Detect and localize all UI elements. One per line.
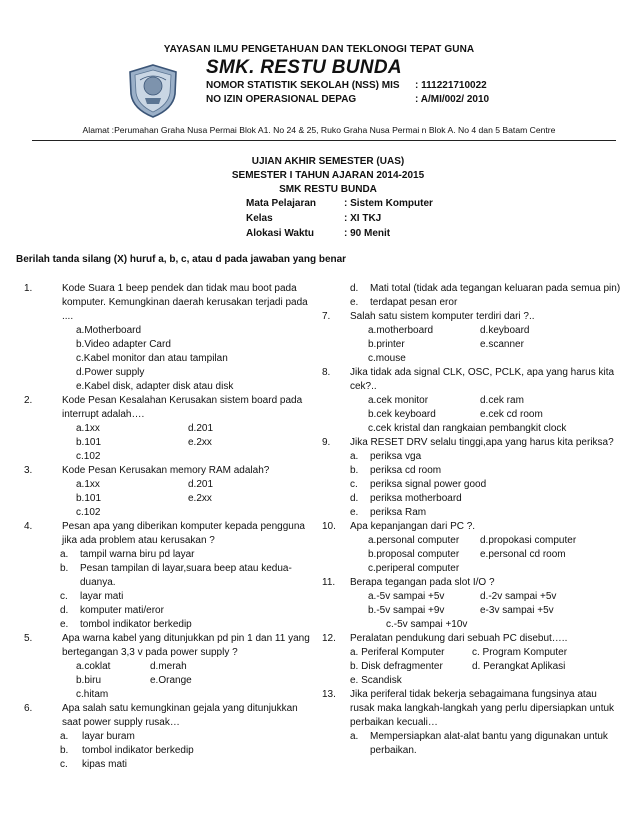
option-d: d. periksa motherboard (350, 493, 462, 504)
question-13 (322, 688, 622, 758)
option-c: c. periksa signal power good (350, 479, 487, 490)
question-text: Jika tidak ada signal CLK, OSC, PCLK, apa yang harus kita cek?.. (350, 367, 615, 392)
question-4 (24, 520, 314, 632)
option-a: a.Motherboard (76, 325, 142, 336)
question-3 (24, 464, 314, 520)
option-b: b.biru (76, 675, 102, 686)
option-d: d. Perangkat Aplikasi (472, 661, 566, 672)
option-b: b.Video adapter Card (76, 339, 171, 350)
question-6-continued (322, 282, 622, 310)
school-logo (124, 62, 182, 120)
option-a: a. Mempersiapkan alat-alat bantu yang digunakan untuk perbaikan. (350, 731, 608, 756)
class-label: Kelas (246, 213, 273, 224)
option-c: c.cek kristal dan rangkaian pembangkit clock (368, 423, 567, 434)
option-c: c.102 (76, 451, 101, 462)
option-d: d. Mati total (tidak ada tegangan keluaran pada semua pin) (350, 283, 621, 294)
option-a: a.coklat (76, 661, 111, 672)
question-text: Peralatan pendukung dari sebuah PC disebut….. (350, 633, 568, 644)
exam-instruction: Berilah tanda silang (X) huruf a, b, c, atau d pada jawaban yang benar (16, 254, 347, 265)
option-e: e.scanner (480, 339, 524, 350)
question-text: Berapa tegangan pada slot I/O ? (350, 577, 495, 588)
subject-row (246, 198, 433, 209)
question-9 (322, 436, 622, 520)
nss-value: : 111221710022 (415, 80, 487, 91)
izin-value: : A/MI/002/ 2010 (415, 94, 490, 105)
option-e: e. tombol indikator berkedip (60, 619, 192, 630)
time-value: : 90 Menit (344, 228, 391, 239)
option-b: b.printer (368, 339, 405, 350)
option-a: a. periksa vga (350, 451, 422, 462)
option-e: e.cek cd room (480, 409, 543, 420)
exam-semester: SEMESTER I TAHUN AJARAN 2014-2015 (231, 170, 425, 181)
option-b: b.101 (76, 437, 102, 448)
question-1 (24, 282, 314, 394)
question-11 (322, 576, 622, 632)
nss-label: NOMOR STATISTIK SEKOLAH (NSS) MIS (206, 80, 400, 91)
option-e: e.personal cd room (480, 549, 566, 560)
option-a: a. Periferal Komputer (350, 647, 445, 658)
option-d: d. komputer mati/eror (60, 605, 164, 616)
question-number: 5. (24, 633, 33, 644)
question-text: Kode Pesan Kesalahan Kerusakan sistem board pada interrupt adalah…. (62, 395, 303, 420)
option-c: c. Program Komputer (472, 647, 568, 658)
question-number: 3. (24, 465, 33, 476)
option-e: e-3v sampai +5v (480, 605, 554, 616)
question-10 (322, 520, 622, 576)
foundation-name: YAYASAN ILMU PENGETAHUAN DAN TEKLONOGI TEPAT GUNA (163, 44, 475, 55)
option-b: b.cek keyboard (368, 409, 436, 420)
question-8 (322, 366, 622, 436)
option-a: a.motherboard (368, 325, 434, 336)
questions-left-column (24, 282, 314, 772)
question-number: 2. (24, 395, 33, 406)
option-b: b.-5v sampai +9v (368, 605, 445, 616)
question-number: 1. (24, 283, 33, 294)
question-12 (322, 632, 622, 688)
question-7 (322, 310, 622, 366)
option-e: e. Scandisk (350, 675, 402, 686)
option-d: d.201 (188, 423, 214, 434)
option-c: c.mouse (368, 353, 406, 364)
option-c: c.102 (76, 507, 101, 518)
question-text: Apa kepanjangan dari PC ?. (350, 521, 476, 532)
option-e: e. periksa Ram (350, 507, 427, 518)
question-number: 4. (24, 521, 33, 532)
question-5 (24, 632, 314, 702)
question-text: Jika periferal tidak bekerja sebagaimana fungsinya atau rusak maka langkah-langkah yang perlu dipersiapkan untuk perbaikan kecuali… (350, 689, 615, 728)
option-c: c.periperal computer (368, 563, 460, 574)
izin-row (206, 94, 489, 105)
option-a: a.-5v sampai +5v (368, 591, 445, 602)
option-d: d.Power supply (76, 367, 145, 378)
option-a: a. layar buram (60, 731, 135, 742)
question-text: Kode Pesan Kerusakan memory RAM adalah? (62, 465, 270, 476)
questions-right-column (322, 282, 622, 758)
school-address: Alamat :Perumahan Graha Nusa Permai Blok A1. No 24 & 25, Ruko Graha Nusa Permai n Blok A. No 4 dan 5 Batam Centre (82, 125, 556, 135)
option-c: c.Kabel monitor dan atau tampilan (76, 353, 228, 364)
option-b: b.101 (76, 493, 102, 504)
option-d: d.propokasi computer (480, 535, 577, 546)
option-b: b. Pesan tampilan di layar,suara beep atau kedua-duanya. (60, 563, 292, 588)
question-2 (24, 394, 314, 464)
option-e: e.Orange (150, 675, 192, 686)
question-number: 10. (322, 521, 336, 532)
option-d: d.201 (188, 479, 214, 490)
question-number: 7. (322, 311, 331, 322)
option-e: e.2xx (188, 493, 212, 504)
question-text: Apa warna kabel yang ditunjukkan pd pin 1 dan 11 yang bertegangan 3,3 v pada power supply ? (62, 633, 310, 658)
option-a: a.cek monitor (368, 395, 429, 406)
nss-row (206, 80, 487, 91)
exam-school: SMK RESTU BUNDA (279, 184, 377, 195)
question-text: Jika RESET DRV selalu tinggi,apa yang harus kita periksa? (350, 437, 614, 448)
question-text: Salah satu sistem komputer terdiri dari ?.. (350, 311, 535, 322)
question-number: 11. (322, 577, 336, 588)
school-name: SMK. RESTU BUNDA (206, 57, 402, 78)
option-b: b. Disk defragmenter (350, 661, 443, 672)
question-text: Pesan apa yang diberikan komputer kepada pengguna jika ada problem atau kerusakan ? (62, 521, 305, 546)
exam-title: UJIAN AKHIR SEMESTER (UAS) (251, 156, 405, 167)
option-b: b. periksa cd room (350, 465, 442, 476)
option-e: e.Kabel disk, adapter disk atau disk (76, 381, 234, 392)
question-number: 6. (24, 703, 33, 714)
option-c: c.-5v sampai +10v (386, 619, 468, 630)
option-b: b. tombol indikator berkedip (60, 745, 194, 756)
option-c: c. layar mati (60, 591, 124, 602)
option-d: d.keyboard (480, 325, 530, 336)
option-c: c.hitam (76, 689, 109, 700)
option-a: a. tampil warna biru pd layar (60, 549, 195, 560)
time-label: Alokasi Waktu (246, 228, 314, 239)
question-number: 13. (322, 689, 336, 700)
option-e: e.2xx (188, 437, 212, 448)
option-c: c. kipas mati (60, 759, 128, 770)
class-row (246, 213, 381, 224)
question-text: Kode Suara 1 beep pendek dan tidak mau boot pada komputer. Kemungkinan daerah kerusakan terjadi pada .... (62, 283, 308, 322)
option-b: b.proposal computer (368, 549, 460, 560)
option-a: a.personal computer (368, 535, 460, 546)
subject-value: : Sistem Komputer (344, 198, 433, 209)
option-d: d.cek ram (480, 395, 524, 406)
question-number: 9. (322, 437, 331, 448)
time-row (246, 228, 390, 239)
izin-label: NO IZIN OPERASIONAL DEPAG (206, 94, 357, 105)
option-a: a.1xx (76, 423, 100, 434)
option-d: d.merah (150, 661, 187, 672)
class-value: : XI TKJ (344, 213, 382, 224)
question-number: 8. (322, 367, 331, 378)
question-6 (24, 702, 314, 772)
subject-label: Mata Pelajaran (246, 198, 317, 209)
header-divider (32, 140, 616, 141)
option-d: d.-2v sampai +5v (480, 591, 557, 602)
question-text: Apa salah satu kemungkinan gejala yang ditunjukkan saat power supply rusak… (62, 703, 298, 728)
option-e: e. terdapat pesan eror (350, 297, 458, 308)
option-a: a.1xx (76, 479, 100, 490)
question-number: 12. (322, 633, 336, 644)
